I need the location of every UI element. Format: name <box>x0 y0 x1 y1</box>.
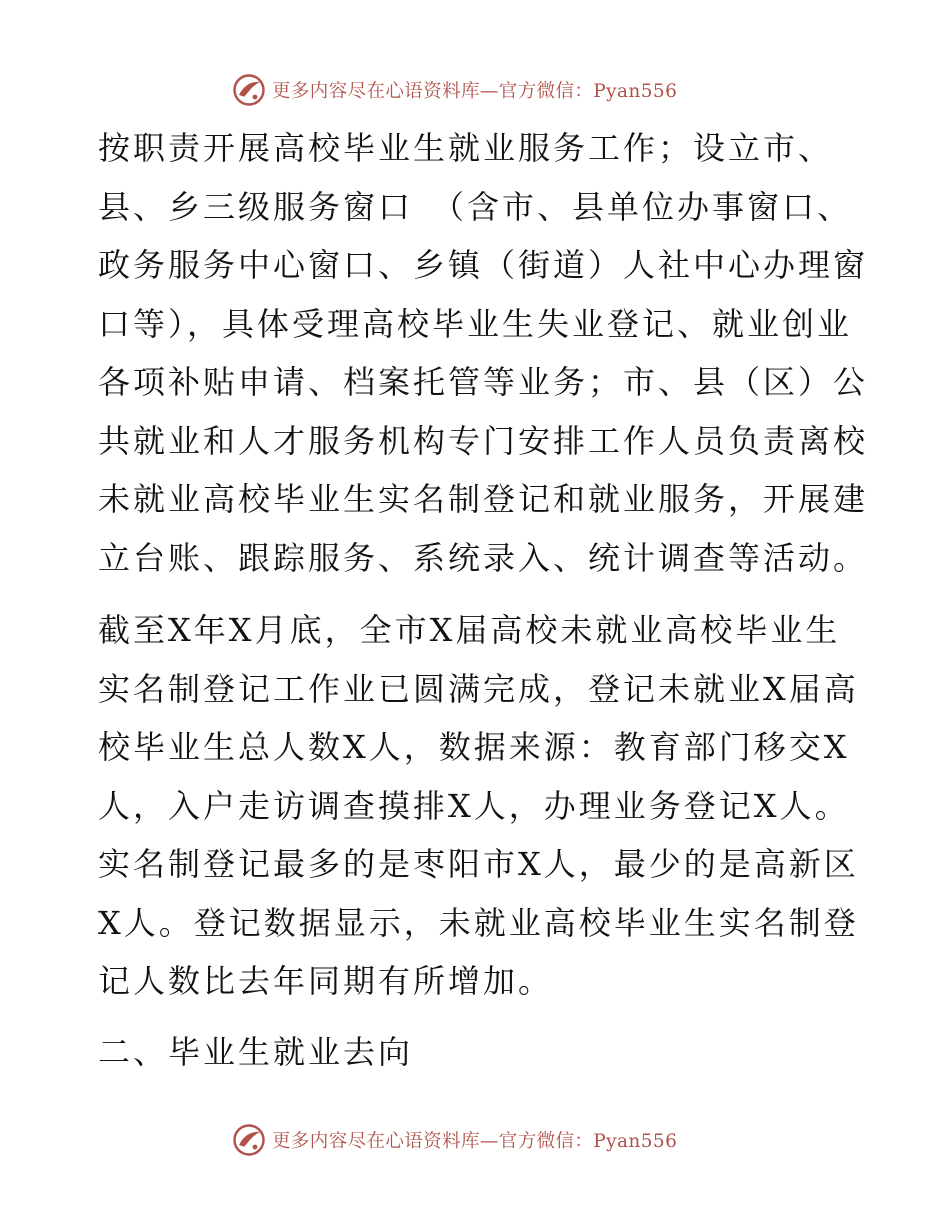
text-line: 按职责开展高校毕业生就业服务工作；设立市、 <box>98 129 834 167</box>
text-line: 未就业高校毕业生实名制登记和就业服务，开展建 <box>98 480 869 518</box>
text-line: 实名制登记最多的是枣阳市X人，最少的是高新区 <box>98 845 859 883</box>
text-line: 共就业和人才服务机构专门安排工作人员负责离校 <box>98 421 869 460</box>
logo-icon <box>232 1123 266 1157</box>
header-watermark <box>232 70 712 110</box>
paragraph <box>98 601 858 1011</box>
section-heading: 二、毕业生就业去向 <box>98 1032 414 1071</box>
text-line: 实名制登记工作业已圆满完成，登记未就业X届高 <box>98 669 859 708</box>
paragraph <box>98 119 869 587</box>
text-line: 县、乡三级服务窗口 （含市、县单位办事窗口、 <box>98 187 853 226</box>
text-line: 截至X年X月底，全市X届高校未就业高校毕业生 <box>98 611 841 649</box>
text-line: X人。登记数据显示，未就业高校毕业生实名制登 <box>98 903 859 942</box>
watermark-text: 更多内容尽在心语资料库—官方微信：Pyan556 <box>272 81 678 102</box>
text-line: 人，入户走访调查摸排X人，办理业务登记X人。 <box>98 786 850 825</box>
text-line: 口等），具体受理高校毕业生失业登记、就业创业 <box>98 304 853 343</box>
text-line: 政务服务中心窗口、乡镇（街道）人社中心办理窗 <box>98 246 869 284</box>
text-line: 记人数比去年同期有所增加。 <box>98 962 554 1000</box>
document-body <box>98 119 869 1081</box>
paragraph-spacer <box>98 1011 858 1023</box>
footer-watermark <box>232 1120 712 1160</box>
text-line: 各项补贴申请、档案托管等业务；市、县（区）公 <box>98 363 869 401</box>
text-line: 立台账、跟踪服务、系统录入、统计调查等活动。 <box>98 538 869 577</box>
logo-icon <box>232 73 266 107</box>
watermark-text: 更多内容尽在心语资料库—官方微信：Pyan556 <box>272 1131 678 1152</box>
paragraph-spacer <box>98 587 858 601</box>
text-line: 校毕业生总人数X人，数据来源：教育部门移交X <box>98 728 850 766</box>
